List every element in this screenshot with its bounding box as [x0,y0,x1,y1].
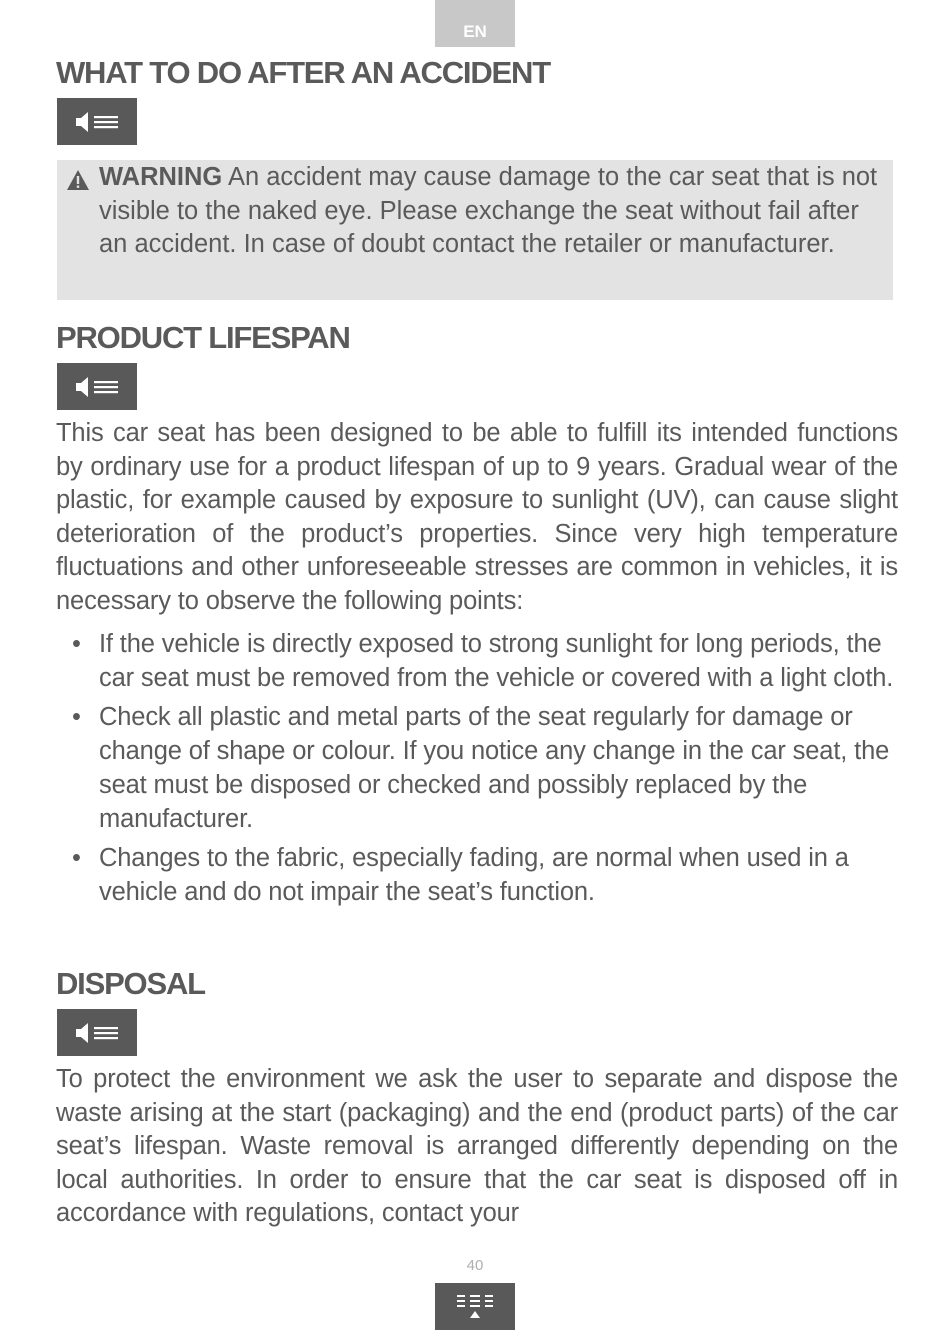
speaker-list-icon [74,1022,120,1044]
warning-label: WARNING [99,163,223,191]
list-item-text: Changes to the fabric, especially fading, are normal when used in a vehicle and do not impair the seat’s function. [99,844,849,906]
list-item-text: If the vehicle is directly exposed to strong sunlight for long periods, the car seat must be removed from the vehicle or covered with a light cloth. [99,630,894,692]
warning-triangle-icon [66,169,90,191]
list-item-text: Check all plastic and metal parts of the seat regularly for damage or change of shape or colour. If you notice any change in the car seat, the seat must be disposed or checked and possibly replaced by the manufacturer. [99,703,890,833]
bullet-marker: • [72,630,81,658]
audio-play-button-lifespan[interactable] [57,363,137,410]
bullet-marker: • [72,703,81,732]
table-of-contents-button[interactable] [435,1283,515,1330]
disposal-paragraph: To protect the environment we ask the user to separate and dispose the waste arising at the start (packaging) and the end (product parts) of the car seat’s lifespan. Waste removal is arranged differently depending on the local authorities. In order to ensure that the car seat is disposed off in accordance with regulations, contact your [56,1065,898,1227]
bullet-marker: • [72,844,81,873]
speaker-list-icon [74,376,120,398]
speaker-list-icon [74,111,120,133]
language-label: EN [463,22,487,41]
lifespan-paragraph: This car seat has been designed to be able to fulfill its intended functions by ordinary use for a product lifespan of up to 9 years. Gradual wear of the plastic, for example caused by exposure to sunlight (UV), can cause slight deterioration of the product’s properties. Since very high temperature fluctuations and other unforeseeable stresses are common in vehicles, it is necessary to observe the following points: [56,419,898,615]
warning-box [57,160,893,300]
table-of-contents-icon [455,1292,495,1322]
audio-play-button-disposal[interactable] [57,1009,137,1056]
language-tab[interactable] [435,0,515,47]
page-number: 40 [466,1257,484,1274]
list-item [56,628,898,695]
section-title-accident: WHAT TO DO AFTER AN ACCIDENT [56,55,550,90]
list-item [56,842,898,909]
lifespan-bullet-list [56,628,898,910]
section-title-lifespan: PRODUCT LIFESPAN [56,320,350,355]
audio-play-button-accident[interactable] [57,98,137,145]
list-item [56,701,898,836]
warning-message [99,160,889,262]
warning-text: An accident may cause damage to the car seat that is not visible to the naked eye. Please exchange the seat without fail after an accident. In case of doubt contact the retailer or manufacturer. [99,163,878,259]
section-title-disposal: DISPOSAL [56,966,205,1001]
